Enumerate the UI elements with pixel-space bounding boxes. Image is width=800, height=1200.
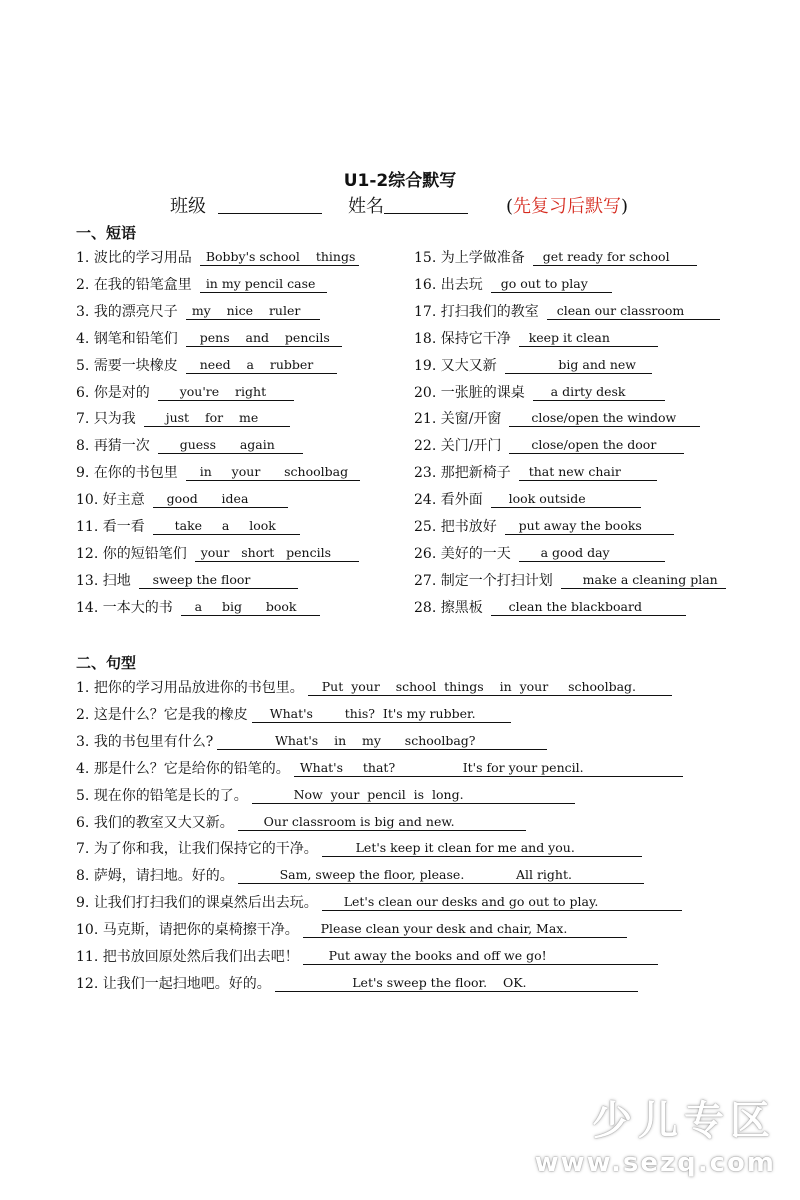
sentence-answer[interactable]: Put your school things in your schoolbag. bbox=[308, 679, 672, 696]
sentence-item bbox=[76, 705, 511, 725]
phrase-number: 16. bbox=[414, 276, 437, 293]
sentence-number: 9. bbox=[76, 895, 90, 912]
sentence-answer[interactable]: Let's sweep the floor. OK. bbox=[275, 975, 638, 992]
sentence-item bbox=[76, 732, 547, 752]
phrase-answer[interactable]: get ready for school bbox=[533, 249, 698, 266]
phrase-prompt: 擦黑板 bbox=[440, 599, 483, 616]
sentence-answer[interactable]: What's that? It's for your pencil. bbox=[294, 760, 683, 777]
sentence-item bbox=[76, 947, 658, 967]
student-info-line bbox=[170, 192, 628, 218]
sentence-item bbox=[76, 920, 627, 940]
sentence-number: 12. bbox=[76, 975, 99, 992]
sentence-number: 10. bbox=[76, 922, 99, 939]
instruction-note-red: 先复习后默写 bbox=[513, 196, 622, 217]
class-blank[interactable] bbox=[218, 196, 322, 214]
phrase-prompt: 看一看 bbox=[102, 519, 145, 535]
sentence-prompt: 让我们打扫我们的课桌然后出去玩。 bbox=[93, 895, 318, 912]
phrase-answer[interactable]: that new chair bbox=[519, 464, 657, 481]
phrase-prompt: 看外面 bbox=[440, 492, 483, 509]
sentence-answer[interactable]: Let's keep it clean for me and you. bbox=[322, 840, 643, 857]
sentence-answer[interactable]: What's this? It's my rubber. bbox=[252, 706, 512, 723]
phrase-number: 13. bbox=[76, 572, 99, 589]
sentence-number: 8. bbox=[76, 868, 90, 885]
phrase-prompt: 你是对的 bbox=[93, 384, 150, 401]
sentence-item bbox=[76, 866, 644, 886]
sentence-item bbox=[76, 759, 683, 779]
phrase-number: 24. bbox=[414, 492, 437, 509]
phrase-item bbox=[414, 490, 641, 510]
phrase-answer[interactable]: sweep the floor bbox=[139, 572, 298, 589]
sentence-prompt: 把书放回原处然后我们出去吧！ bbox=[102, 949, 299, 965]
sentence-answer[interactable]: Sam, sweep the floor, please. All right. bbox=[238, 867, 644, 884]
phrase-prompt: 把书放好 bbox=[440, 519, 497, 535]
phrase-prompt: 一张脏的课桌 bbox=[440, 384, 525, 401]
phrase-number: 19. bbox=[414, 357, 437, 374]
phrase-item bbox=[414, 436, 684, 456]
phrase-answer[interactable]: good idea bbox=[153, 491, 288, 508]
phrase-number: 4. bbox=[76, 330, 90, 347]
sentence-answer[interactable]: Now your pencil is long. bbox=[252, 787, 575, 804]
phrase-number: 9. bbox=[76, 465, 90, 482]
phrase-answer[interactable]: close/open the door bbox=[509, 437, 684, 454]
phrase-answer[interactable]: close/open the window bbox=[509, 410, 700, 427]
phrase-item bbox=[414, 275, 612, 295]
phrase-item bbox=[414, 356, 652, 376]
phrase-answer[interactable]: a good day bbox=[519, 545, 666, 562]
instruction-note: (先复习后默写) bbox=[506, 196, 629, 217]
sentence-answer[interactable]: What's in my schoolbag? bbox=[217, 733, 547, 750]
phrase-number: 18. bbox=[414, 330, 437, 347]
phrase-prompt: 只为我 bbox=[93, 411, 136, 428]
phrase-item bbox=[76, 436, 303, 456]
phrase-item bbox=[414, 571, 726, 591]
phrase-number: 27. bbox=[414, 572, 437, 589]
phrase-answer[interactable]: in your schoolbag bbox=[186, 464, 360, 481]
phrase-answer[interactable]: guess again bbox=[158, 437, 303, 454]
sentence-prompt: 萨姆，请扫地。好的。 bbox=[93, 868, 234, 885]
phrase-number: 3. bbox=[76, 303, 90, 320]
sentence-number: 1. bbox=[76, 680, 90, 696]
phrase-number: 17. bbox=[414, 303, 437, 320]
phrase-item bbox=[76, 517, 300, 537]
phrase-prompt: 出去玩 bbox=[440, 276, 483, 293]
phrase-prompt: 又大又新 bbox=[440, 357, 497, 374]
phrase-item bbox=[76, 409, 290, 429]
phrase-item bbox=[76, 302, 320, 322]
phrase-item bbox=[76, 490, 288, 510]
phrase-answer[interactable]: look outside bbox=[491, 491, 642, 508]
sentence-prompt: 我的书包里有什么? bbox=[93, 733, 214, 750]
sentence-number: 11. bbox=[76, 949, 99, 965]
phrase-answer[interactable]: take a look bbox=[153, 518, 300, 535]
phrase-answer[interactable]: my nice ruler bbox=[186, 303, 320, 320]
phrase-answer[interactable]: big and new bbox=[505, 357, 652, 374]
page-title: U1-2综合默写 bbox=[343, 171, 457, 191]
phrase-answer[interactable]: just for me bbox=[144, 410, 290, 427]
phrase-number: 15. bbox=[414, 250, 437, 266]
phrase-item bbox=[76, 571, 298, 591]
sentences-heading: 二、句型 bbox=[76, 654, 137, 672]
sentence-number: 4. bbox=[76, 760, 90, 777]
sentence-number: 3. bbox=[76, 733, 90, 750]
phrase-answer[interactable]: make a cleaning plan bbox=[561, 572, 726, 589]
phrase-number: 21. bbox=[414, 411, 437, 428]
sentence-prompt: 让我们一起扫地吧。好的。 bbox=[102, 975, 271, 992]
phrase-prompt: 打扫我们的教室 bbox=[440, 303, 539, 320]
phrase-item bbox=[414, 598, 686, 618]
phrase-answer[interactable]: a big book bbox=[181, 599, 321, 616]
phrase-number: 14. bbox=[76, 599, 99, 616]
sentence-prompt: 那是什么？它是给你的铅笔的。 bbox=[93, 760, 290, 777]
phrase-prompt: 波比的学习用品 bbox=[93, 250, 192, 266]
phrase-number: 11. bbox=[76, 519, 99, 535]
watermark-logo-text: 少儿专区 bbox=[592, 1098, 776, 1144]
name-blank[interactable] bbox=[384, 196, 468, 214]
phrase-prompt: 在你的书包里 bbox=[93, 465, 178, 482]
phrase-number: 12. bbox=[76, 545, 99, 562]
sentence-item bbox=[76, 786, 575, 806]
sentence-item bbox=[76, 893, 682, 913]
phrase-answer[interactable]: your short pencils bbox=[195, 545, 359, 562]
phrase-item bbox=[414, 329, 658, 349]
phrase-number: 5. bbox=[76, 357, 90, 374]
phrase-prompt: 再猜一次 bbox=[93, 438, 150, 455]
phrase-prompt: 美好的一天 bbox=[440, 545, 511, 562]
phrase-item bbox=[414, 383, 665, 403]
sentence-prompt: 把你的学习用品放进你的书包里。 bbox=[93, 680, 304, 696]
watermark-url: www.sezq.com bbox=[534, 1148, 776, 1178]
phrase-prompt: 扫地 bbox=[102, 572, 131, 589]
phrase-item bbox=[76, 329, 342, 349]
name-label: 姓名 bbox=[348, 196, 384, 217]
sentence-prompt: 为了你和我，让我们保持它的干净。 bbox=[93, 841, 318, 858]
sentence-answer[interactable]: Put away the books and off we go! bbox=[303, 948, 658, 965]
phrases-heading: 一、短语 bbox=[76, 224, 137, 242]
phrase-number: 2. bbox=[76, 276, 90, 293]
sentence-prompt: 这是什么？它是我的橡皮 bbox=[93, 706, 248, 723]
phrase-prompt: 在我的铅笔盒里 bbox=[93, 276, 192, 293]
phrase-item bbox=[414, 463, 657, 483]
phrase-answer[interactable]: need a rubber bbox=[186, 357, 337, 374]
sentence-number: 2. bbox=[76, 706, 90, 723]
phrase-item bbox=[76, 248, 359, 268]
sentence-answer[interactable]: Our classroom is big and new. bbox=[238, 814, 526, 831]
sentence-number: 5. bbox=[76, 787, 90, 804]
phrase-item bbox=[76, 275, 327, 295]
phrase-prompt: 关窗/开窗 bbox=[440, 411, 502, 428]
phrase-number: 8. bbox=[76, 438, 90, 455]
phrase-answer[interactable]: you're right bbox=[158, 384, 294, 401]
site-watermark bbox=[535, 1089, 776, 1178]
phrase-item bbox=[414, 302, 720, 322]
phrase-number: 25. bbox=[414, 519, 437, 535]
phrase-item bbox=[414, 409, 700, 429]
phrase-number: 28. bbox=[414, 599, 437, 616]
phrase-prompt: 我的漂亮尺子 bbox=[93, 303, 178, 320]
phrase-item bbox=[76, 463, 360, 483]
phrase-number: 6. bbox=[76, 384, 90, 401]
phrase-number: 7. bbox=[76, 411, 90, 428]
phrase-item bbox=[76, 598, 320, 618]
sentence-item bbox=[76, 678, 672, 698]
sentence-item bbox=[76, 813, 526, 833]
phrase-answer[interactable]: Bobby's school things bbox=[200, 249, 360, 266]
phrase-item bbox=[76, 356, 337, 376]
phrase-prompt: 钢笔和铅笔们 bbox=[93, 330, 178, 347]
sentence-answer[interactable]: Please clean your desk and chair, Max. bbox=[303, 921, 627, 938]
phrase-number: 26. bbox=[414, 545, 437, 562]
phrase-prompt: 你的短铅笔们 bbox=[102, 545, 187, 562]
phrase-number: 10. bbox=[76, 492, 99, 509]
phrase-answer[interactable]: pens and pencils bbox=[186, 330, 342, 347]
phrase-item bbox=[414, 517, 674, 537]
sentence-answer[interactable]: Let's clean our desks and go out to play. bbox=[322, 894, 682, 911]
phrase-number: 22. bbox=[414, 438, 437, 455]
phrase-answer[interactable]: a dirty desk bbox=[533, 384, 666, 401]
sentence-prompt: 我们的教室又大又新。 bbox=[93, 814, 234, 831]
phrase-prompt: 保持它干净 bbox=[440, 330, 511, 347]
sentence-item bbox=[76, 839, 642, 859]
phrase-number: 1. bbox=[76, 250, 90, 266]
phrase-prompt: 为上学做准备 bbox=[440, 250, 525, 266]
phrase-prompt: 关门/开门 bbox=[440, 438, 502, 455]
phrase-answer[interactable]: clean the blackboard bbox=[491, 599, 686, 616]
phrase-item bbox=[76, 544, 359, 564]
phrase-prompt: 制定一个打扫计划 bbox=[440, 572, 553, 589]
phrase-prompt: 好主意 bbox=[102, 492, 145, 509]
phrase-prompt: 一本大的书 bbox=[102, 599, 173, 616]
phrase-answer[interactable]: keep it clean bbox=[519, 330, 658, 347]
class-label: 班级 bbox=[170, 196, 206, 217]
phrase-prompt: 那把新椅子 bbox=[440, 465, 511, 482]
phrase-item bbox=[76, 383, 294, 403]
sentence-prompt: 现在你的铅笔是长的了。 bbox=[93, 787, 248, 804]
phrase-answer[interactable]: in my pencil case bbox=[200, 276, 328, 293]
phrase-answer[interactable]: go out to play bbox=[491, 276, 612, 293]
phrase-number: 23. bbox=[414, 465, 437, 482]
phrase-prompt: 需要一块橡皮 bbox=[93, 357, 178, 374]
sentence-item bbox=[76, 974, 638, 994]
phrase-answer[interactable]: clean our classroom bbox=[547, 303, 720, 320]
phrase-item bbox=[414, 544, 665, 564]
sentence-prompt: 马克斯，请把你的桌椅擦干净。 bbox=[102, 922, 299, 939]
phrase-item bbox=[414, 248, 697, 268]
phrase-answer[interactable]: put away the books bbox=[505, 518, 674, 535]
sentence-number: 7. bbox=[76, 841, 90, 858]
sentence-number: 6. bbox=[76, 814, 90, 831]
phrase-number: 20. bbox=[414, 384, 437, 401]
